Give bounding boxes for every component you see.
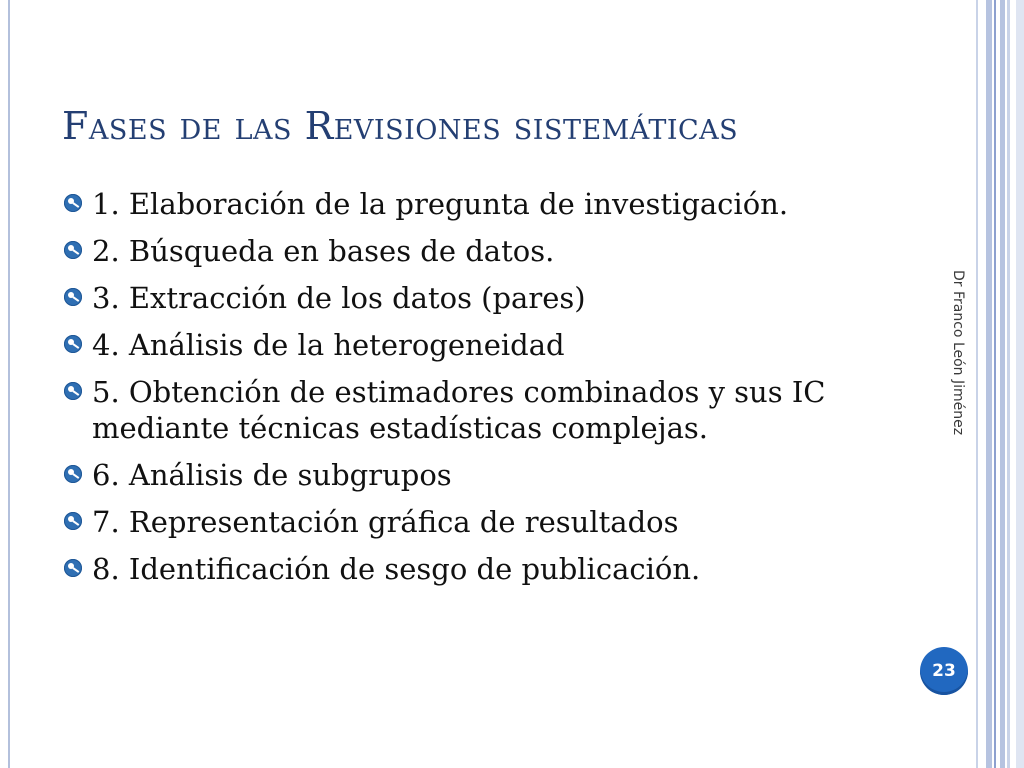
bullet-text: 4. Análisis de la heterogeneidad — [92, 328, 565, 362]
circle-bullet-icon — [64, 241, 82, 259]
slide-title: Fases de las Revisiones sistemáticas — [62, 104, 739, 148]
bullet-text: 6. Análisis de subgrupos — [92, 458, 452, 492]
circle-bullet-icon — [64, 194, 82, 212]
bullet-list — [64, 186, 894, 598]
bullet-item — [64, 374, 894, 446]
page-number-badge: 23 — [920, 647, 968, 695]
stripe — [1007, 0, 1010, 768]
bullet-text: 5. Obtención de estimadores combinados y sus IC mediante técnicas estadísticas complejas. — [92, 375, 826, 445]
bullet-item — [64, 280, 894, 316]
circle-bullet-icon — [64, 559, 82, 577]
author-credit: Dr Franco León Jiménez — [950, 270, 966, 436]
circle-bullet-icon — [64, 382, 82, 400]
bullet-item — [64, 327, 894, 363]
bullet-item — [64, 551, 894, 587]
stripe — [1000, 0, 1005, 768]
stripe — [1016, 0, 1024, 768]
stripe — [976, 0, 978, 768]
bullet-item — [64, 233, 894, 269]
bullet-text: 2. Búsqueda en bases de datos. — [92, 234, 555, 268]
stripe — [994, 0, 996, 768]
left-border-line — [8, 0, 10, 768]
circle-bullet-icon — [64, 512, 82, 530]
right-decorative-stripes — [976, 0, 1024, 768]
circle-bullet-icon — [64, 465, 82, 483]
bullet-text: 8. Identificación de sesgo de publicación. — [92, 552, 701, 586]
bullet-text: 7. Representación gráfica de resultados — [92, 505, 679, 539]
bullet-text: 1. Elaboración de la pregunta de investigación. — [92, 187, 789, 221]
bullet-item — [64, 457, 894, 493]
circle-bullet-icon — [64, 335, 82, 353]
bullet-item — [64, 186, 894, 222]
bullet-text: 3. Extracción de los datos (pares) — [92, 281, 586, 315]
bullet-item — [64, 504, 894, 540]
circle-bullet-icon — [64, 288, 82, 306]
stripe — [986, 0, 992, 768]
